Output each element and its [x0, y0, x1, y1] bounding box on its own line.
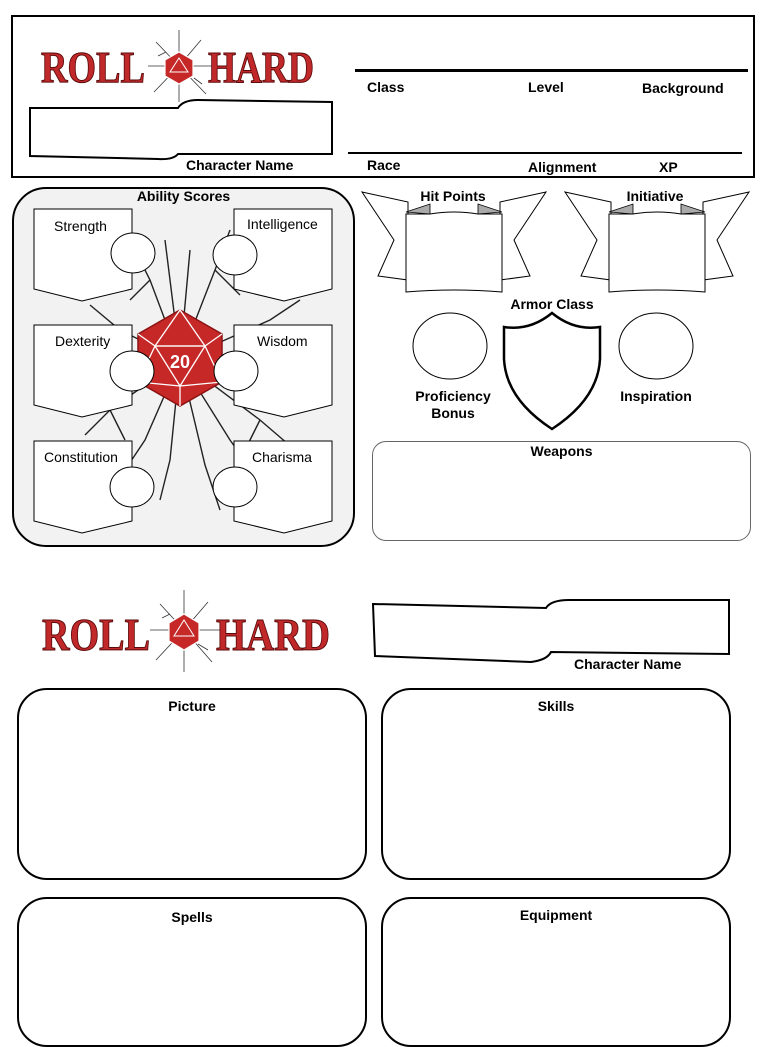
character-name-label-2: Character Name: [574, 656, 682, 672]
intelligence-label: Intelligence: [247, 216, 318, 232]
charisma-label: Charisma: [252, 449, 312, 465]
strength-label: Strength: [54, 218, 107, 234]
d20-die-icon: [169, 614, 199, 650]
constitution-label: Constitution: [44, 449, 118, 465]
roll-hard-logo-2: [36, 586, 336, 674]
header-bottom-line: [348, 152, 742, 154]
svg-text:HARD: HARD: [216, 609, 330, 660]
spells-box[interactable]: [17, 897, 367, 1047]
inspiration-circle[interactable]: [615, 311, 697, 383]
picture-label: Picture: [168, 698, 216, 714]
xp-label: XP: [659, 159, 678, 175]
ability-shapes: [32, 207, 334, 537]
hit-points-banner-icon: [358, 188, 550, 296]
alignment-label: Alignment: [528, 159, 597, 175]
proficiency-label-line1: Proficiency: [415, 388, 491, 404]
level-label: Level: [528, 79, 564, 95]
wisdom-label: Wisdom: [257, 333, 308, 349]
race-label: Race: [367, 157, 401, 173]
intelligence-modifier-circle: [213, 235, 257, 275]
character-name-label: Character Name: [186, 157, 294, 173]
picture-box[interactable]: [17, 688, 367, 880]
armor-class-label: Armor Class: [510, 296, 594, 312]
hit-points-label: Hit Points: [420, 188, 486, 204]
ability-scores-title: Ability Scores: [136, 188, 231, 204]
initiative-label: Initiative: [626, 188, 684, 204]
character-name-field-2[interactable]: [371, 596, 733, 664]
dexterity-label: Dexterity: [55, 333, 111, 349]
header-top-line: [355, 69, 748, 72]
proficiency-bonus-circle[interactable]: [410, 311, 490, 383]
d20-die-icon: [165, 52, 193, 84]
initiative-banner-icon: [561, 188, 753, 296]
constitution-modifier-circle: [110, 467, 154, 507]
shield-icon[interactable]: [500, 311, 604, 433]
skills-box[interactable]: [381, 688, 731, 880]
character-name-field[interactable]: [28, 96, 336, 162]
svg-text:ROLL: ROLL: [41, 43, 145, 92]
background-label: Background: [642, 80, 724, 96]
charisma-modifier-circle: [213, 467, 257, 507]
proficiency-label-line2: Bonus: [431, 405, 475, 421]
skills-label: Skills: [537, 698, 575, 714]
equipment-box[interactable]: [381, 897, 731, 1047]
strength-modifier-circle: [111, 233, 155, 273]
d20-number: 20: [169, 352, 191, 372]
roll-hard-logo: [36, 22, 322, 104]
svg-text:ROLL: ROLL: [42, 609, 150, 660]
proficiency-bonus-label: [400, 388, 506, 422]
equipment-label: Equipment: [519, 907, 593, 923]
weapons-label: Weapons: [530, 443, 593, 459]
spells-label: Spells: [171, 909, 213, 925]
inspiration-label: Inspiration: [620, 388, 692, 404]
svg-text:HARD: HARD: [208, 43, 314, 92]
wisdom-modifier-circle: [214, 351, 258, 391]
class-label: Class: [367, 79, 405, 95]
dexterity-modifier-circle: [110, 351, 154, 391]
